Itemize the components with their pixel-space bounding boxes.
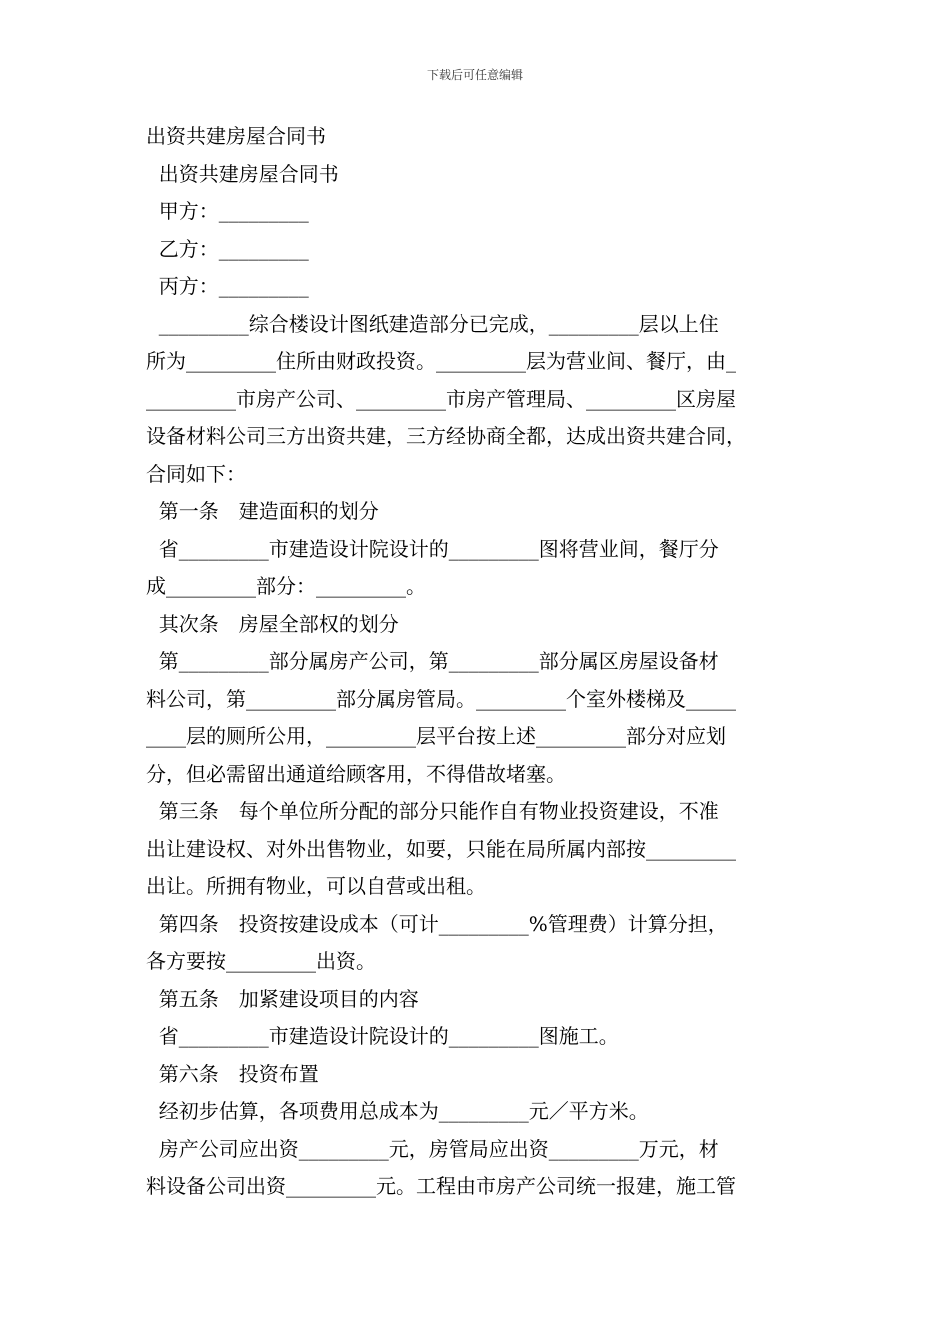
text-line: 各方要按_________出资。 bbox=[146, 949, 376, 973]
text-line: 设备材料公司三方出资共建，三方经协商全都，达成出资共建合同， bbox=[146, 424, 746, 448]
contract-body bbox=[146, 118, 811, 1206]
text-line: 房产公司应出资_________元，房管局应出资_________万元，材 bbox=[146, 1136, 719, 1161]
article-3-line: 第三条 每个单位所分配的部分只能作自有物业投资建设，不准 bbox=[146, 799, 719, 823]
page-header-note: 下载后可任意编辑 bbox=[426, 68, 523, 82]
article-4-line: 第四条 投资按建设成本（可计_________%管理费）计算分担， bbox=[146, 911, 728, 936]
text-line: _________综合楼设计图纸建造部分已完成，_________层以上住 bbox=[146, 311, 719, 336]
party-b-line: 乙方：_________ bbox=[146, 236, 309, 261]
doc-subtitle: 出资共建房屋合同书 bbox=[146, 161, 339, 186]
text-line: 料设备公司出资_________元。工程由市房产公司统一报建，施工管 bbox=[146, 1174, 736, 1198]
article-1-heading: 第一条 建造面积的划分 bbox=[146, 499, 379, 523]
text-line: 第_________部分属房产公司，第_________部分属区房屋设备材 bbox=[146, 649, 719, 673]
text-line: 分，但必需留出通道给顾客用，不得借故堵塞。 bbox=[146, 761, 566, 786]
article-6-heading: 第六条 投资布置 bbox=[146, 1061, 319, 1086]
text-line: _________市房产公司、_________市房产管理局、_________区房屋 bbox=[146, 386, 736, 411]
doc-title: 出资共建房屋合同书 bbox=[146, 124, 326, 148]
party-c-line: 丙方：_________ bbox=[146, 274, 309, 298]
text-line: 合同如下： bbox=[146, 461, 246, 486]
text-line: 出让建设权、对外出售物业，如要，只能在局所属内部按_________ bbox=[146, 836, 736, 861]
article-5-heading: 第五条 加紧建设项目的内容 bbox=[146, 986, 419, 1011]
text-line: 成_________部分：_________。 bbox=[146, 574, 426, 598]
text-line: 料公司，第_________部分属房管局。_________个室外楼梯及_____ bbox=[146, 686, 736, 711]
article-2-heading: 其次条 房屋全部权的划分 bbox=[146, 611, 399, 636]
text-line: 经初步估算，各项费用总成本为_________元／平方米。 bbox=[146, 1099, 649, 1123]
text-line: 省_________市建造设计院设计的_________图将营业间，餐厅分 bbox=[146, 536, 719, 561]
text-line: ____层的厕所公用，_________层平台按上述_________部分对应划 bbox=[146, 724, 726, 748]
party-a-line: 甲方：_________ bbox=[146, 199, 309, 223]
text-line: 出让。所拥有物业，可以自营或出租。 bbox=[146, 874, 486, 898]
text-line: 所为_________住所由财政投资。_________层为营业间、餐厅，由_ bbox=[146, 349, 736, 373]
text-line: 省_________市建造设计院设计的_________图施工。 bbox=[146, 1024, 619, 1048]
